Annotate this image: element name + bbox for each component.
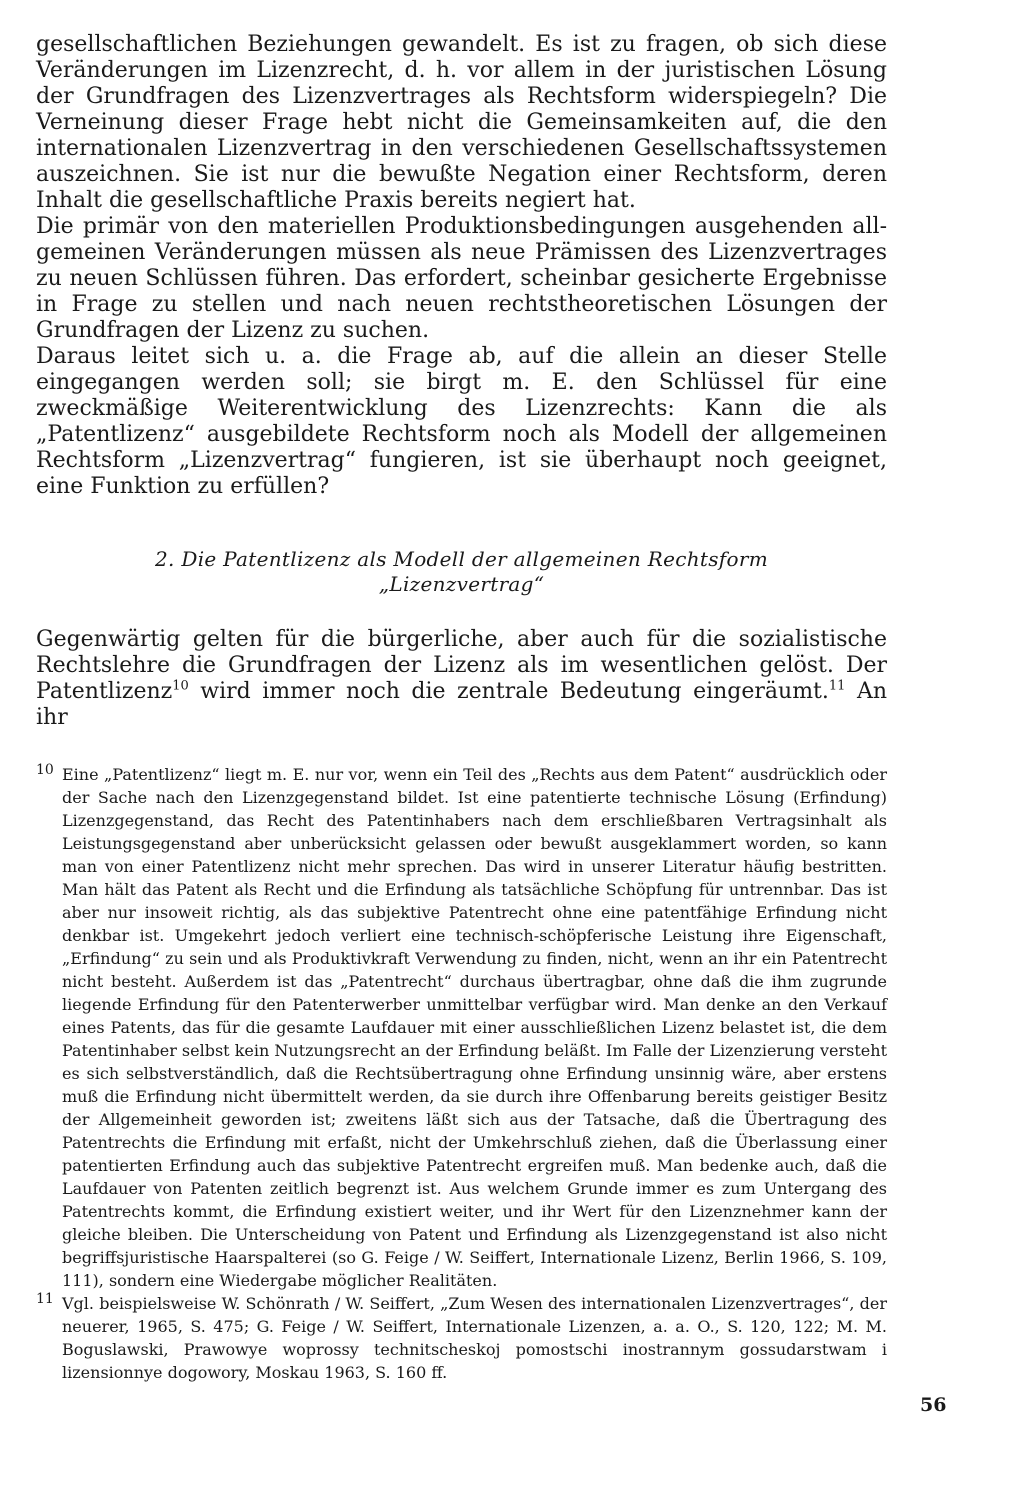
footnote-ref-10[interactable]: 10 (172, 678, 189, 694)
section-text (36, 627, 887, 731)
paragraph (36, 627, 887, 731)
section-heading-line2: „Lizenzvertrag“ (378, 572, 545, 596)
footnote-11 (36, 1292, 887, 1384)
paragraph-text: Gegenwärtig gelten für die bürgerliche, aber auch für die sozialistische Rechtslehre die Grundfragen der Lizenz als im wesentlichen gelöst. Der Patentlizenz (36, 627, 887, 704)
page-content (36, 32, 887, 1384)
section-heading (36, 547, 887, 597)
page-number: 56 (920, 1394, 947, 1416)
footnote-text: Eine „Patentlizenz“ liegt m. E. nur vor, wenn ein Teil des „Rechts aus dem Patent“ ausdrücklich oder der Sache nach den Lizenzgegenstand bildet. Ist eine patentierte technische Lösung (Erfindung) Lizenzgegenstand, das Recht des Patentinhabers nach dem erschließbaren Vertragsinhalt als Leistungsgegenstand aber unberücksicht gelassen oder bewußt ausgeklammert worden, so kann man von einer Patentlizenz nicht mehr sprechen. Das wird in unserer Literatur häufig bestritten. Man hält das Patent als Recht und die Erfindung als tatsächliche Schöpfung für untrennbar. Das ist aber nur insoweit richtig, als das subjektive Patentrecht ohne eine patentfähige Erfindung nicht denkbar ist. Umgekehrt jedoch verliert eine technisch-schöpferische Leistung ihre Eigenschaft, „Erfindung“ zu sein und als Produktivkraft Verwendung zu finden, nicht, wenn an ihr ein Patentrecht nicht besteht. Außerdem ist das „Patentrecht“ durchaus übertragbar, ohne daß die ihm zugrunde liegende Erfindung für den Patenterwerber unmittelbar verfügbar wird. Man denke an den Verkauf eines Patents, das für die gesamte Laufdauer mit einer ausschließlichen Lizenz belastet ist, die dem Patentinhaber selbst kein Nutzungsrecht an der Erfindung beläßt. Im Falle der Lizenzierung versteht es sich selbstverständlich, daß die Rechtsübertragung ohne Erfindung unsinnig wäre, aber erstens muß die Erfindung nicht übermittelt werden, da sie durch ihre Offenbarung bereits geistiger Besitz der Allgemeinheit geworden ist; zweitens läßt sich aus der Tatsache, daß die Übertragung des Patentrechts die Erfindung mit erfaßt, nicht der Umkehrschluß ziehen, daß die Überlassung einer patentierten Erfindung auch das subjektive Patentrecht ergreifen muß. Man bedenke auch, daß die Laufdauer von Patenten zeitlich begrenzt ist. Aus welchem Grunde immer es zum Untergang des Patentrechts kommt, die Erfindung existiert weiter, und ihr Wert für den Lizenznehmer kann der gleiche bleiben. Die Unterscheidung von Patent und Erfindung als Lizenzgegenstand ist also nicht begriffsjuristische Haarspalterei (so G. Feige / W. Seiffert, Internationale Lizenz, Berlin 1966, S. 109, 111), sondern eine Wiedergabe möglicher Realitäten. (62, 765, 887, 1290)
footnote-ref-11[interactable]: 11 (828, 678, 846, 694)
main-text (36, 32, 887, 500)
paragraph: Daraus leitet sich u. a. die Frage ab, auf die allein an dieser Stelle eingegangen werden soll; sie birgt m. E. den Schlüssel für eine zweckmäßige Weiterentwicklung des Lizenzrechts: Kann die als „Patentlizenz“ ausgebildete Rechtsform noch als Modell der allgemeinen Rechtsform „Lizenzvertrag“ fungieren, ist sie überhaupt noch geeignet, eine Funktion zu erfüllen? (36, 344, 887, 499)
footnote-10 (36, 763, 887, 1292)
paragraph: gesellschaftlichen Beziehungen gewandelt. Es ist zu fragen, ob sich diese Veränderungen im Lizenzrecht, d. h. vor allem in der juristischen Lösung der Grundfragen des Lizenzvertrages als Rechtsform widerspiegeln? Die Verneinung dieser Frage hebt nicht die Gemeinsamkeiten auf, die den internationalen Lizenzvertrag in den verschiedenen Gesellschaftssystemen auszeichnen. Sie ist nur die bewußte Negation einer Rechtsform, deren Inhalt die gesellschaftliche Praxis bereits negiert hat. (36, 32, 887, 213)
paragraph-text: An ihr (36, 679, 888, 730)
footnotes (36, 763, 887, 1384)
footnote-number: 10 (36, 762, 54, 778)
paragraph-text: wird immer noch die zentrale Bedeutung eingeräumt. (188, 679, 829, 704)
footnote-text: Vgl. beispielsweise W. Schönrath / W. Seiffert, „Zum Wesen des internationalen Lizenzvertrages“, der neuerer, 1965, S. 475; G. Feige / W. Seiffert, Internationale Lizenzen, a. a. O., S. 120, 122; M. M. Boguslawski, Prawowye woprossy technitscheskoj pomostschi inostrannym gossudarstwam i lizensionnye dogowory, Moskau 1963, S. 160 ff. (62, 1294, 887, 1382)
section-heading-line1: 2. Die Patentlizenz als Modell der allgemeinen Rechtsform (155, 547, 768, 571)
footnote-number: 11 (36, 1291, 54, 1307)
paragraph: Die primär von den materiellen Produktionsbedingungen ausgehenden allgemeinen Veränderungen müssen als neue Prämissen des Lizenzvertrages zu neuen Schlüssen führen. Das erfordert, scheinbar gesicherte Ergebnisse in Frage zu stellen und nach neuen rechtstheoretischen Lösungen der Grundfragen der Lizenz zu suchen. (36, 214, 887, 343)
